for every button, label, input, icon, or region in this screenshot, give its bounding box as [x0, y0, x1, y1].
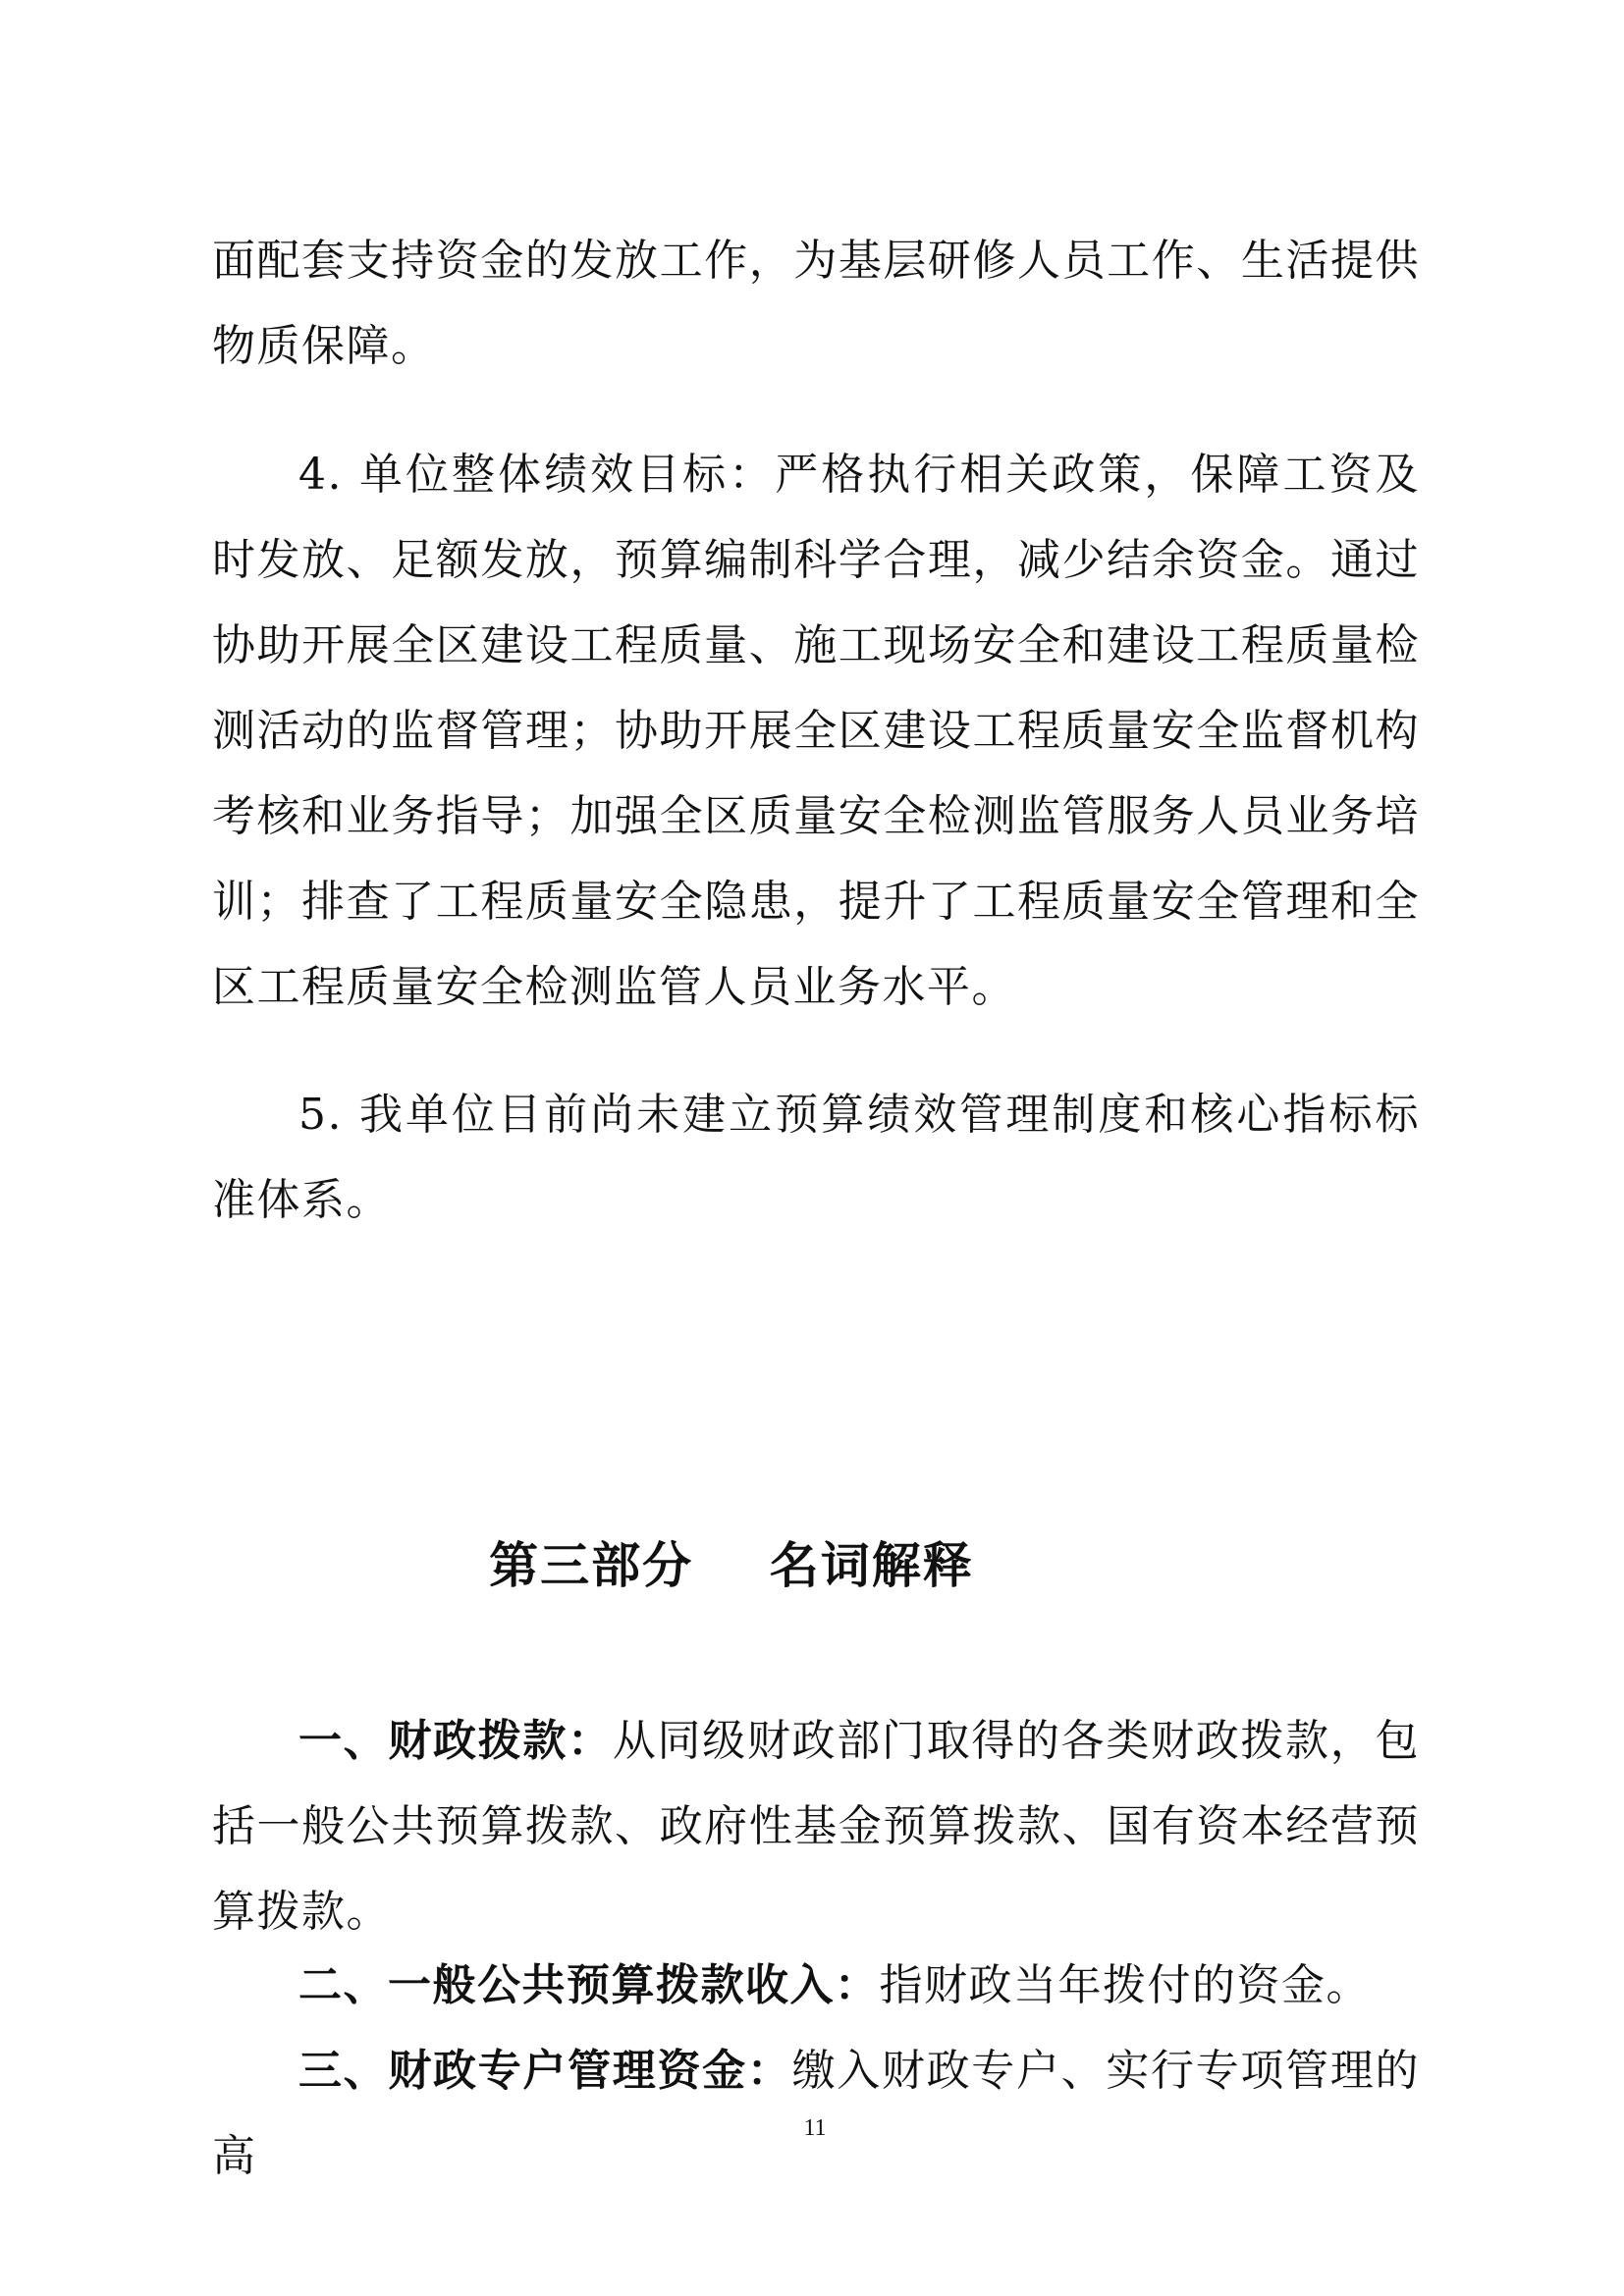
paragraph-text: 4. 单位整体绩效目标：严格执行相关政策，保障工资及时发放、足额发放，预算编制科学合理，减少结余资金。通过协助开展全区建设工程质量、施工现场安全和建设工程质量检测活动的监督管理；协助开展全区建设工程质量安全监督机构考核和业务指导；加强全区质量安全检测监管服务人员业务培训；排查了工程质量安全隐患，提升了工程质量安全管理和全区工程质量安全检测监管人员业务水平。 — [212, 450, 1420, 1012]
definition-text: 指财政当年拨付的资金。 — [879, 1960, 1371, 2010]
definition-term: 二、一般公共预算拨款收入： — [298, 1960, 880, 2010]
page-number: 11 — [803, 2115, 827, 2141]
paragraph-item-4 — [212, 432, 1420, 1030]
definition-text: 缴入财政专户、实行专项管理的高 — [212, 2046, 1420, 2181]
definition-term: 一、财政拨款： — [298, 1716, 613, 1766]
paragraph-item-5 — [212, 1072, 1420, 1243]
definition-item — [212, 1698, 1420, 1954]
definition-item — [212, 2028, 1420, 2199]
definition-term: 三、财政专户管理资金： — [298, 2046, 792, 2096]
paragraph-continuation — [212, 218, 1420, 389]
section-heading: 第三部分 名词解释 — [489, 1536, 974, 1594]
definition-item — [212, 1943, 1420, 2028]
paragraph-text: 面配套支持资金的发放工作，为基层研修人员工作、生活提供物质保障。 — [212, 236, 1420, 371]
definition-text: 从同级财政部门取得的各类财政拨款，包括一般公共预算拨款、政府性基金预算拨款、国有资本经营预算拨款。 — [212, 1716, 1420, 1937]
paragraph-text: 5. 我单位目前尚未建立预算绩效管理制度和核心指标标准体系。 — [212, 1090, 1420, 1225]
